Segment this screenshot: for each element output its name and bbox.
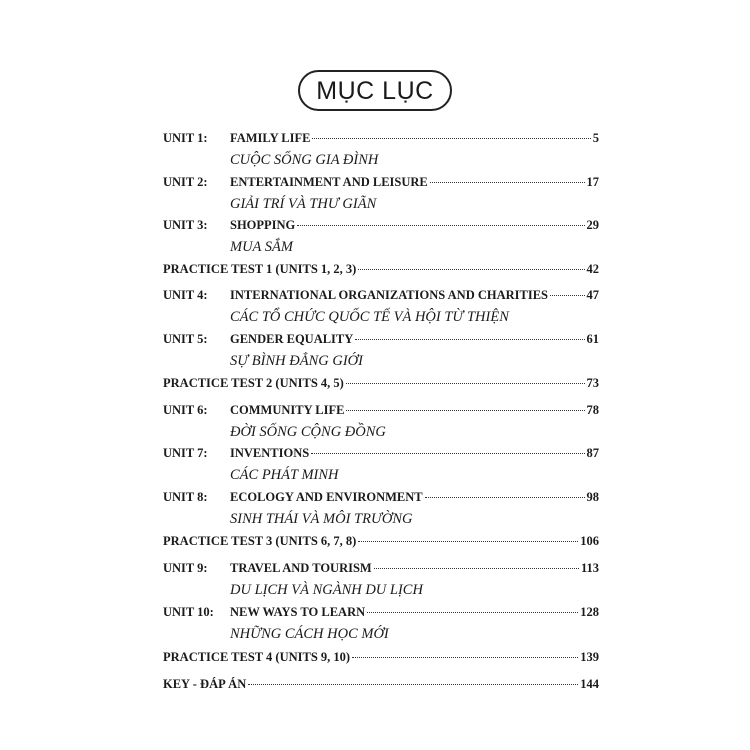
- toc-entry-line: [163, 374, 599, 392]
- toc-entry-label: UNIT 9:: [163, 561, 208, 575]
- toc-entry-title: PRACTICE TEST 2 (UNITS 4, 5): [163, 376, 344, 390]
- toc-entry-page: 144: [580, 677, 599, 691]
- toc-entry-title: TRAVEL AND TOURISM: [230, 561, 372, 575]
- toc-entry-title: ECOLOGY AND ENVIRONMENT: [230, 490, 423, 504]
- page-title: MỤC LỤC: [298, 70, 451, 111]
- dot-leader: [355, 339, 584, 340]
- toc-entry-line: [230, 559, 599, 577]
- toc-entry-line: [230, 173, 599, 191]
- toc-entry-subtitle: CUỘC SỐNG GIA ĐÌNH: [230, 152, 379, 168]
- toc-entry[interactable]: [163, 559, 599, 577]
- toc-entry-page: 98: [586, 490, 599, 504]
- toc-entry-subtitle: SỰ BÌNH ĐẲNG GIỚI: [230, 353, 363, 369]
- toc-entry-subtitle: NHỮNG CÁCH HỌC MỚI: [230, 626, 389, 642]
- toc-entry-page: 73: [586, 376, 599, 390]
- toc-entry-subtitle: CÁC TỔ CHỨC QUỐC TẾ VÀ HỘI TỪ THIỆN: [230, 309, 509, 325]
- toc-entry-page: 78: [586, 403, 599, 417]
- toc-entry-title: PRACTICE TEST 3 (UNITS 6, 7, 8): [163, 534, 357, 548]
- toc-entry-subtitle: GIẢI TRÍ VÀ THƯ GIÃN: [230, 196, 377, 212]
- toc-entry-line: [230, 401, 599, 419]
- dot-leader: [550, 295, 584, 296]
- toc-entry-title: FAMILY LIFE: [230, 131, 311, 145]
- dot-leader: [425, 497, 585, 498]
- toc-entry-title: NEW WAYS TO LEARN: [230, 605, 366, 619]
- toc-entry[interactable]: [163, 648, 599, 666]
- toc-entry-page: 113: [580, 561, 599, 575]
- dot-leader: [358, 541, 578, 542]
- toc-entry-subtitle: ĐỜI SỐNG CỘNG ĐỒNG: [230, 424, 386, 440]
- toc-entry-label: UNIT 2:: [163, 175, 208, 189]
- toc-entry-line: [230, 603, 599, 621]
- toc-entry-line: [163, 675, 599, 693]
- toc-entry-label: UNIT 3:: [163, 218, 208, 232]
- toc-entry-title: INTERNATIONAL ORGANIZATIONS AND CHARITIES: [230, 288, 549, 302]
- toc-entry-title: COMMUNITY LIFE: [230, 403, 345, 417]
- toc-entry-page: 128: [580, 605, 599, 619]
- dot-leader: [430, 182, 585, 183]
- toc-entry[interactable]: [163, 488, 599, 506]
- toc-entry-subtitle: SINH THÁI VÀ MÔI TRƯỜNG: [230, 511, 413, 527]
- toc-entry-title: GENDER EQUALITY: [230, 332, 354, 346]
- toc-entry-label: UNIT 7:: [163, 446, 208, 460]
- toc-entry-page: 5: [592, 131, 599, 145]
- dot-leader: [297, 225, 584, 226]
- dot-leader: [374, 568, 579, 569]
- dot-leader: [358, 269, 584, 270]
- toc-entry-page: 106: [580, 534, 599, 548]
- toc-entry-line: [230, 216, 599, 234]
- toc-entry[interactable]: [163, 401, 599, 419]
- toc-entry[interactable]: [163, 260, 599, 278]
- toc-entry-subtitle: MUA SẮM: [230, 239, 293, 255]
- toc-entry[interactable]: [163, 173, 599, 191]
- toc-entry-line: [163, 260, 599, 278]
- toc-entry-title: PRACTICE TEST 1 (UNITS 1, 2, 3): [163, 262, 357, 276]
- toc-entry-line: [230, 444, 599, 462]
- toc-entry[interactable]: [163, 444, 599, 462]
- toc-entry-title: SHOPPING: [230, 218, 296, 232]
- toc-entry-page: 47: [586, 288, 599, 302]
- toc-entry-label: UNIT 8:: [163, 490, 208, 504]
- dot-leader: [352, 657, 578, 658]
- toc-entry[interactable]: [163, 603, 599, 621]
- toc-entry[interactable]: [163, 374, 599, 392]
- toc-entry-page: 17: [586, 175, 599, 189]
- toc-entry-page: 29: [586, 218, 599, 232]
- toc-entry-line: [230, 330, 599, 348]
- toc-entry-label: UNIT 5:: [163, 332, 208, 346]
- dot-leader: [248, 684, 578, 685]
- toc-entry-subtitle: CÁC PHÁT MINH: [230, 467, 339, 483]
- toc-entry-page: 87: [586, 446, 599, 460]
- toc-entry-line: [163, 532, 599, 550]
- toc-entry-title: PRACTICE TEST 4 (UNITS 9, 10): [163, 650, 351, 664]
- toc-entry[interactable]: [163, 286, 599, 304]
- dot-leader: [312, 138, 590, 139]
- toc-entry-title: ENTERTAINMENT AND LEISURE: [230, 175, 428, 189]
- toc-entry-line: [230, 488, 599, 506]
- toc-entry-label: UNIT 4:: [163, 288, 208, 302]
- dot-leader: [346, 410, 584, 411]
- toc-entry[interactable]: [163, 216, 599, 234]
- toc-entry-page: 42: [586, 262, 599, 276]
- toc-entry[interactable]: [163, 675, 599, 693]
- dot-leader: [311, 453, 584, 454]
- title-wrap: [0, 70, 750, 111]
- toc-entry[interactable]: [163, 330, 599, 348]
- toc-entry-label: UNIT 10:: [163, 605, 214, 619]
- toc-entry-page: 139: [580, 650, 599, 664]
- toc-entry-page: 61: [586, 332, 599, 346]
- dot-leader: [346, 383, 585, 384]
- dot-leader: [367, 612, 578, 613]
- toc-entry-label: UNIT 6:: [163, 403, 208, 417]
- toc-entry[interactable]: [163, 532, 599, 550]
- toc-entry-title: INVENTIONS: [230, 446, 310, 460]
- toc-entry-line: [163, 648, 599, 666]
- toc-entry-title: KEY - ĐÁP ÁN: [163, 677, 247, 691]
- toc-entry-line: [230, 286, 599, 304]
- toc-entry-label: UNIT 1:: [163, 131, 208, 145]
- toc-entry[interactable]: [163, 129, 599, 147]
- toc-entry-subtitle: DU LỊCH VÀ NGÀNH DU LỊCH: [230, 582, 423, 598]
- toc-entry-line: [230, 129, 599, 147]
